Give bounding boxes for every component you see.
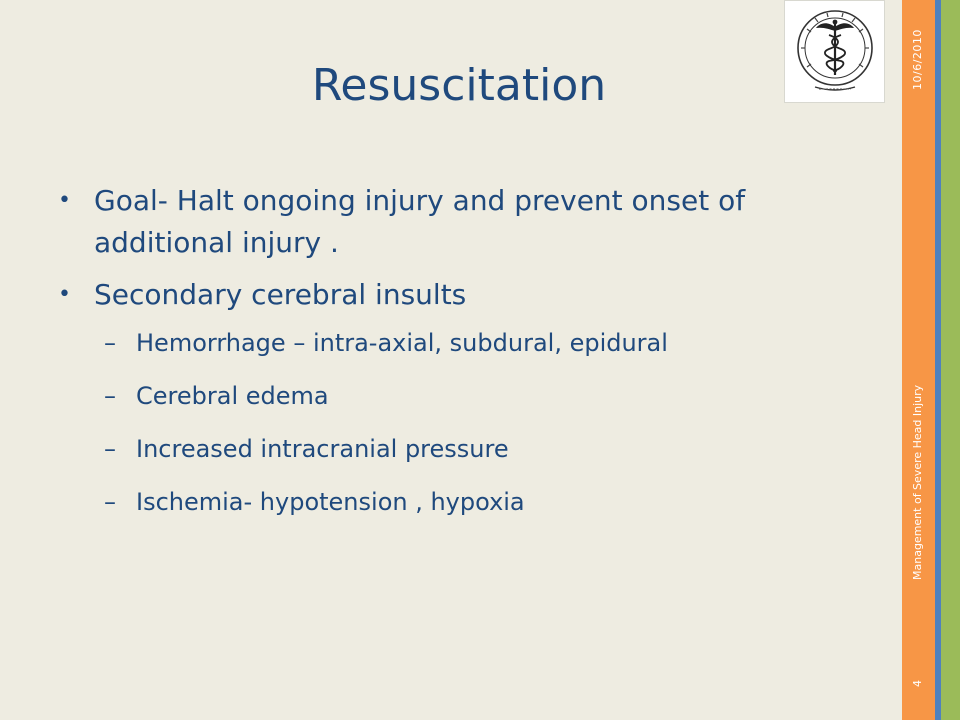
slide-title: Resuscitation bbox=[311, 60, 607, 111]
dash-glyph: – bbox=[104, 382, 116, 410]
page-number: 4 bbox=[911, 680, 924, 687]
sub-bullet-text: Hemorrhage – intra-axial, subdural, epidural bbox=[136, 329, 668, 357]
dash-glyph: – bbox=[104, 488, 116, 516]
bullet-text: Goal- Halt ongoing injury and prevent onset of additional injury . bbox=[94, 184, 746, 259]
sub-bullet-text: Increased intracranial pressure bbox=[136, 435, 509, 463]
bullet-glyph: • bbox=[58, 282, 71, 307]
slide-date: 10/6/2010 bbox=[911, 29, 924, 90]
sub-bullet-item bbox=[58, 379, 878, 413]
bullet-item bbox=[58, 180, 878, 264]
bullet-item bbox=[58, 274, 878, 316]
bullet-glyph: • bbox=[58, 188, 71, 213]
sub-bullet-item bbox=[58, 326, 878, 360]
slide-footer: Management of Severe Head Injury bbox=[911, 384, 924, 580]
bullet-text: Secondary cerebral insults bbox=[94, 278, 467, 311]
sub-bullet-item bbox=[58, 432, 878, 466]
sub-bullet-item bbox=[58, 485, 878, 519]
dash-glyph: – bbox=[104, 329, 116, 357]
side-stripe-green bbox=[941, 0, 960, 720]
dash-glyph: – bbox=[104, 435, 116, 463]
sub-bullet-text: Ischemia- hypotension , hypoxia bbox=[136, 488, 525, 516]
sub-bullet-text: Cerebral edema bbox=[136, 382, 329, 410]
slide-body bbox=[58, 180, 878, 538]
